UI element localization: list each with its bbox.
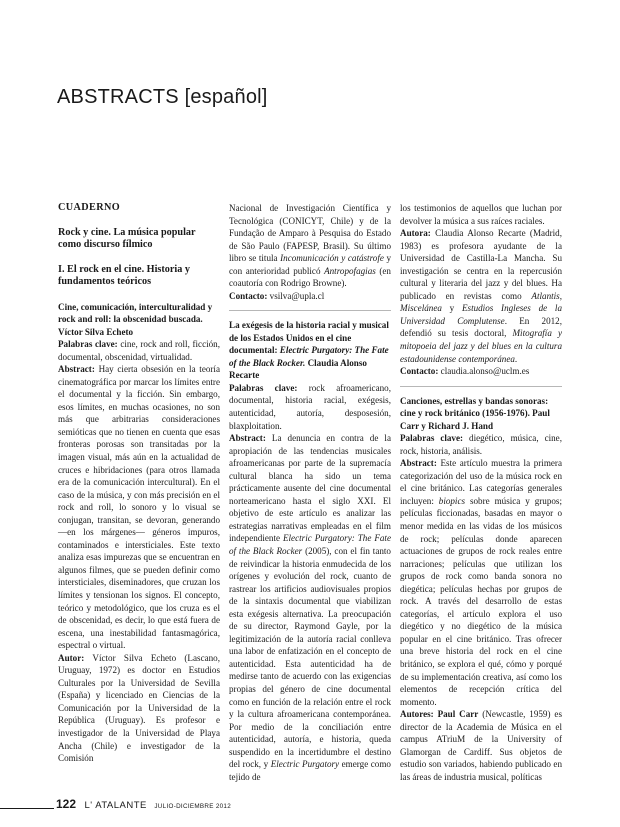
article-title: Cine, comunicación, interculturalidad y rock and roll: la obscenidad buscada. Víctor Silva Echeto	[58, 301, 213, 337]
film-title: Electric Purgatory: The Fate of the Black Rocker.	[229, 345, 389, 368]
abstract-label: Abstract:	[58, 364, 95, 375]
contact-email: claudia.alonso@uclm.es	[440, 366, 530, 377]
author-text: Víctor Silva Echeto (Lascano, Uruguay, 1972) es doctor en Estudios Culturales por la Universidad de Sevilla (España) y licenciado en Ciencias de la Comunicación por la Universidad de la República (Uruguay). Es profesor e investigador de la Universidad de Playa Ancha (Chile) e investigador de la Comisión	[58, 652, 221, 764]
contact-email: vsilva@upla.cl	[269, 290, 325, 301]
bio-text: .	[514, 353, 518, 364]
keywords-text: diegético, música, cine, rock, historia, análisis.	[400, 433, 562, 456]
author-bio	[400, 227, 562, 365]
author-label: Autora:	[400, 228, 431, 239]
author-bio-continued	[229, 202, 391, 290]
keywords-label: Palabras clave:	[58, 339, 118, 350]
section-part-title: I. El rock en el cine. Historia y fundamentos teóricos	[58, 263, 190, 288]
keywords-label: Palabras clave:	[400, 433, 464, 444]
bio-text: . En 2012, defendió su tesis doctoral,	[400, 315, 562, 339]
page-footer	[56, 795, 231, 813]
keywords	[400, 432, 562, 457]
page-heading: ABSTRACTS [español]	[57, 86, 268, 108]
contact-label: Contacto:	[229, 290, 268, 301]
article-title-text: La exégesis de la historia racial y musical de los Estados Unidos en el cine documental:	[229, 320, 389, 356]
abstract	[58, 363, 220, 652]
author-name: Paul Carr	[437, 709, 479, 720]
bio-text: y	[449, 303, 455, 314]
contact-label: Contacto:	[400, 366, 439, 377]
keywords	[229, 382, 391, 432]
article-author: Claudia Alonso Recarte	[229, 357, 367, 381]
footer-rule	[0, 808, 54, 809]
keywords	[58, 338, 220, 363]
abstract-text: Este artículo muestra la primera categorización del uso de la música rock en el cine británico. Las categorías generales incluyen:	[400, 458, 562, 506]
column-3	[400, 202, 562, 783]
abstract-text: (2005), con el fin tanto de reivindicar la historia enmudecida de los orígenes y evolución del rock, cuanto de rastrear los artificios audiovisuales propios de la sintaxis documental que viabilizan esta exégesis alternativa. La preocupación de su director, Raymond Gayle, por la legitimización de la autoría racial conlleva una labor de enfatización en el concepto de autenticidad. Esta autenticidad ha de medirse tanto de acuerdo con las exigencias propias del género de cine documental como en función de la relación entre el rock y la cultura afroamericana contemporánea. Por medio de la conciliación entre autenticidad, autoría, e historia, queda suspendido en la incertidumbre el destino del rock, y	[229, 545, 391, 770]
bio-text: Nacional de Investigación Científica y Tecnológica (CONICYT, Chile) y de la Fundação de Amparo à Pesquisa do Estado de São Paulo (FAPESP, Brasil). Su último libro se titula	[229, 203, 391, 264]
film-title: Electric Purgatory	[270, 759, 340, 770]
issue-date: JULIO-DICIEMBRE 2012	[154, 803, 232, 810]
section-title: CUADERNO	[58, 202, 121, 213]
contact	[229, 290, 391, 303]
journal-title: Estudios Ingleses de la Universidad Complutense	[400, 303, 562, 326]
abstract-text: sobre música y grupos; películas ficcionadas, basadas en mayor o menor medida en las vidas de los músicos de rock; películas donde aparecen actuaciones de grupos de rock reales entre narraciones; películas que utilizan los grupos de rock como banda sonora no diegética; películas hechas por grupos de rock. A través del desarrollo de estas categorías, el artículo explora el uso diegético y no diegético de la música popular en el cine británico. Tras ofrecer una breve historia del rock en el cine británico, se explora el qué, cómo y porqué de su implementación creativa, así como los elementos de recepción crítica del momento.	[400, 495, 562, 707]
column-1	[58, 202, 220, 765]
bio-text: y con anterioridad publicó	[229, 253, 391, 276]
authors-bio	[400, 708, 562, 783]
authors-text: (Newcastle, 1959) es director de la Academia de Música en el campus ATriuM de la University of Glamorgan de Cardiff. Sus objetos de estudio son variados, habiendo publicado en las áreas de industria musical, políticas	[400, 709, 562, 782]
separator	[229, 310, 391, 311]
abstract-continued: los testimonios de aquellos que luchan por devolver la música a sus raíces raciales.	[400, 203, 562, 226]
abstract	[229, 432, 391, 783]
abstract-label: Abstract:	[229, 433, 266, 444]
bio-text: (en coautoría con Rodrigo Browne).	[229, 265, 391, 289]
author-label: Autor:	[58, 652, 85, 663]
authors-label: Autores:	[400, 709, 434, 720]
abstract-label: Abstract:	[400, 458, 437, 469]
abstract	[400, 457, 562, 708]
author-bio	[58, 652, 220, 765]
keywords-text: cine, rock and roll, ficción, documental, obscenidad, virtualidad.	[58, 339, 221, 362]
keywords-text: rock afroamericano, documental, historia racial, exégesis, autenticidad, autoría, desposesión, blaxploitation.	[229, 382, 391, 431]
article-title: Canciones, estrellas y bandas sonoras: cine y rock británico (1956-1976). Paul Carr y Richard J. Hand	[400, 395, 550, 431]
page-number: 122	[56, 797, 77, 811]
magazine-name: L' ATALANTE	[84, 800, 147, 811]
film-title: Electric Purgatory: The Fate of the Black Rocker	[229, 533, 391, 556]
article-title	[229, 319, 391, 382]
contact	[400, 365, 562, 378]
genre-term: biopics	[438, 495, 466, 506]
book-title: Antropofagias	[324, 265, 376, 276]
abstract-text: La denuncia en contra de la apropiación de las tendencias musicales afroamericanas por parte de la supremacía cultural blanca ha sido un tema prácticamente ausente del cine documental norteamericano hasta el siglo XXI. El objetivo de este artículo es analizar las estrategias narrativas empleadas en el film independiente	[229, 433, 391, 544]
section-subtitle: Rock y cine. La música popular como discurso fílmico	[58, 226, 196, 251]
separator	[400, 386, 562, 387]
keywords-label: Palabras clave:	[229, 382, 298, 393]
abstract-text: Hay cierta obsesión en la teoría cinematográfica por marcar los límites entre el documental y la ficción. Sin embargo, esos límites, en muchas ocasiones, no son más que arbitrarias consideraciones semióticas que no tienen en cuenta que esas fronteras porosas son transitadas por la imagen visual, más aún en la actualidad de cruces e hibridaciones (para otros llamada era de la comunicación intercultural). En el caso de la música, y con más precisión en el rock and roll, lo sonoro y lo visual se conjugan, transitan, se devoran, generando —en los márgenes— géneros impuros, contaminados e intersticiales. Este texto analiza esas impurezas que se encuentran en algunos filmes, que se pueden definir como intersticiales, diseminadores, que cruzan los límites y tensionan los signos. El concepto, teórico y metodológico, que los cruza es el de obscenidad, es decir, lo que está fuera de escena, una inestabilidad fantasmagórica, espectral o virtual.	[58, 364, 220, 651]
journal-title: Atlantis, Miscelánea	[400, 290, 562, 314]
thesis-title: Mitografía y mitopoeia del jazz y del blues en la cultura estadounidense contemporánea	[400, 328, 562, 364]
abstract-text: emerge como tejido de	[229, 759, 391, 782]
column-2	[229, 202, 391, 783]
bio-text: Claudia Alonso Recarte (Madrid, 1983) es profesora ayudante de la Universidad de Castilla-La Mancha. Su investigación se centra en la repercusión cultural y literaria del jazz y del blues. Ha publicado en revistas como	[400, 228, 562, 301]
book-title: Incomunicación y catástrofe	[280, 253, 384, 264]
